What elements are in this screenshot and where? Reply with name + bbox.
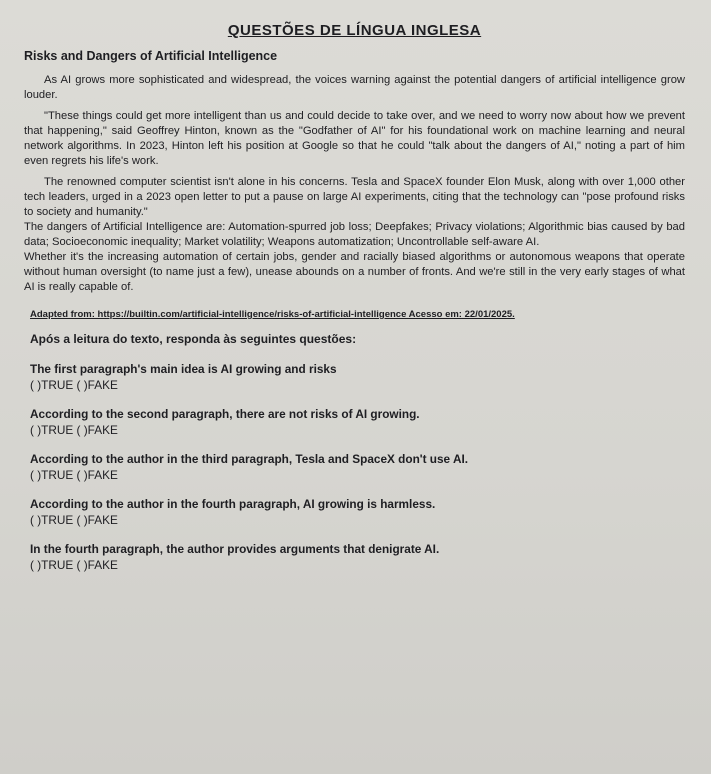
true-fake-options: ( )TRUE ( )FAKE — [30, 513, 118, 527]
true-fake-options: ( )TRUE ( )FAKE — [30, 423, 118, 437]
article-paragraph-1: As AI grows more sophisticated and widespread, the voices warning against the potential dangers of artificial intelligence grow louder. — [24, 74, 685, 101]
source-citation: Adapted from: https://builtin.com/artificial-intelligence/risks-of-artificial-intelligence Acesso em: 22/01/2025. — [30, 309, 515, 320]
page-title: QUESTÕES DE LÍNGUA INGLESA — [227, 22, 482, 39]
question-4 — [30, 497, 685, 528]
question-1 — [30, 362, 685, 393]
question-text: According to the author in the third paragraph, Tesla and SpaceX don't use AI. — [30, 452, 469, 466]
article-paragraph-4: The dangers of Artificial Intelligence are: Automation-spurred job loss; Deepfakes; Privacy violations; Algorithmic bias caused by bad data; Socioeconomic inequality; Market volatility; Weapons automatization; Uncontrollable self-aware AI. — [24, 221, 685, 248]
instructions: Após a leitura do texto, responda às seguintes questões: — [30, 332, 357, 346]
question-text: In the fourth paragraph, the author provides arguments that denigrate AI. — [30, 542, 440, 556]
true-fake-options: ( )TRUE ( )FAKE — [30, 558, 118, 572]
question-text: The first paragraph's main idea is AI growing and risks — [30, 362, 337, 376]
article-paragraph-3: The renowned computer scientist isn't alone in his concerns. Tesla and SpaceX founder Elon Musk, along with over 1,000 other tech leaders, urged in a 2023 open letter to put a pause on large AI experiments, citing that the technology can "pose profound risks to society and humanity." — [24, 176, 685, 218]
article-title: Risks and Dangers of Artificial Intelligence — [24, 49, 278, 63]
question-2 — [30, 407, 685, 438]
true-fake-options: ( )TRUE ( )FAKE — [30, 378, 118, 392]
question-3 — [30, 452, 685, 483]
true-fake-options: ( )TRUE ( )FAKE — [30, 468, 118, 482]
question-text: According to the author in the fourth paragraph, AI growing is harmless. — [30, 497, 436, 511]
question-5 — [30, 542, 685, 573]
article-paragraph-5: Whether it's the increasing automation of certain jobs, gender and racially biased algorithms or autonomous weapons that operate without human oversight (to name just a few), unease abounds on a number of fronts. And we're still in the very early stages of what AI is really capable of. — [24, 251, 685, 293]
article-paragraph-2: "These things could get more intelligent than us and could decide to take over, and we need to worry now about how we prevent that happening," said Geoffrey Hinton, known as the "Godfather of AI" for his foundational work on machine learning and neural network algorithms. In 2023, Hinton left his position at Google so that he could "talk about the dangers of AI," noting a part of him even regrets his life's work. — [24, 110, 685, 167]
question-text: According to the second paragraph, there are not risks of AI growing. — [30, 407, 420, 421]
